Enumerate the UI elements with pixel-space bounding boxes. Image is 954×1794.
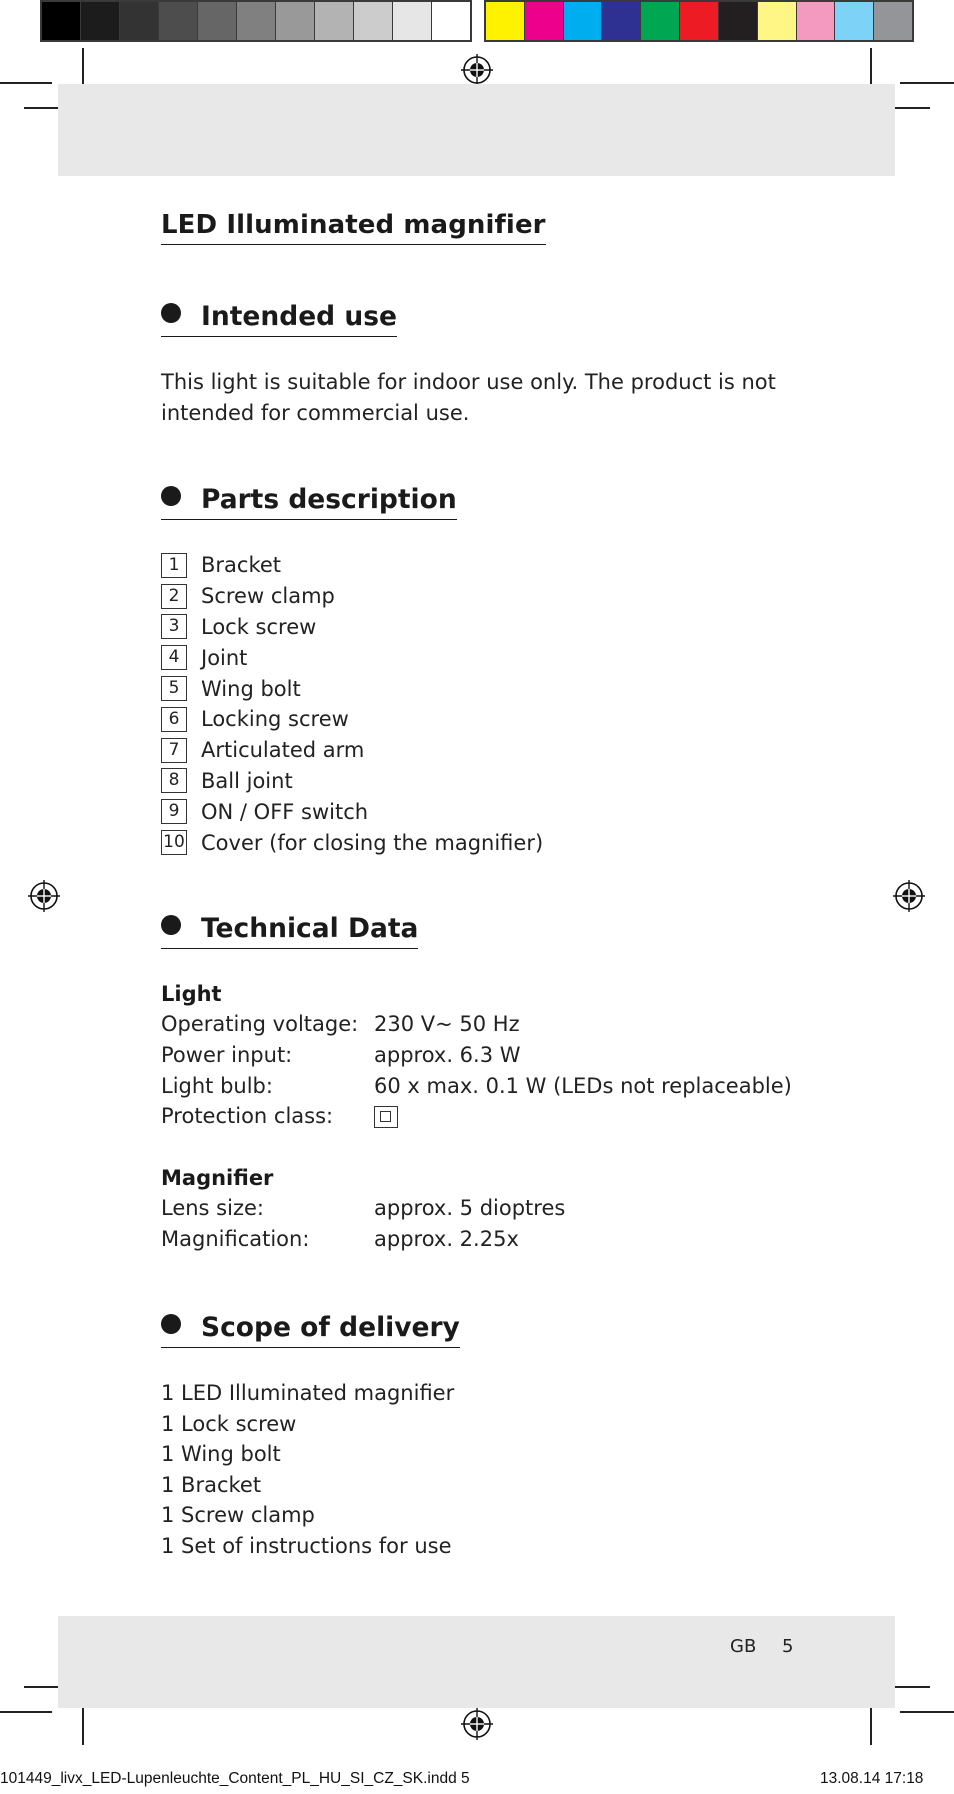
- part-label: Screw clamp: [201, 584, 335, 609]
- table-row: [161, 1101, 792, 1132]
- spec-value: approx. 5 dioptres: [374, 1196, 566, 1221]
- part-number: 9: [161, 799, 187, 824]
- registration-mark-icon: [461, 54, 493, 86]
- registration-mark-icon: [893, 880, 925, 912]
- section-heading-text: Technical Data: [201, 913, 419, 944]
- registration-mark-icon: [28, 880, 60, 912]
- color-swatch: [680, 2, 719, 40]
- color-swatch: [525, 2, 564, 40]
- slug-timestamp: 13.08.14 17:18: [820, 1770, 924, 1787]
- protection-class-ii-icon: [374, 1106, 398, 1128]
- light-subheading: Light: [161, 982, 222, 1006]
- spec-value: 230 V~ 50 Hz: [374, 1012, 520, 1037]
- crop-mark: [900, 1711, 954, 1713]
- section-heading-scope-of-delivery: [161, 1312, 460, 1348]
- part-number: 1: [161, 553, 187, 578]
- process-color-bar: [484, 0, 914, 42]
- spec-label: Magnification:: [161, 1227, 310, 1252]
- section-heading-text: Scope of delivery: [201, 1312, 460, 1343]
- spec-label: Light bulb:: [161, 1073, 273, 1098]
- color-swatch: [276, 2, 315, 40]
- footer-language: GB: [730, 1636, 757, 1657]
- spec-label: Power input:: [161, 1043, 293, 1068]
- crop-mark: [82, 1703, 84, 1745]
- part-label: Locking screw: [201, 707, 349, 732]
- registration-mark-icon: [461, 1708, 493, 1740]
- list-item: [161, 704, 543, 735]
- color-swatch: [486, 2, 525, 40]
- part-number: 10: [161, 830, 187, 855]
- spec-label: Protection class:: [161, 1104, 334, 1129]
- list-item: [161, 612, 543, 643]
- bullet-icon: [161, 303, 181, 323]
- color-swatch: [120, 2, 159, 40]
- magnifier-specs-table: [161, 1193, 565, 1254]
- color-swatch: [641, 2, 680, 40]
- section-heading-intended-use: [161, 301, 397, 337]
- spec-label: Operating voltage:: [161, 1012, 359, 1037]
- list-item: 1 LED Illuminated magnifier: [161, 1381, 455, 1405]
- bullet-icon: [161, 915, 181, 935]
- table-row: [161, 1070, 792, 1101]
- part-number: 7: [161, 738, 187, 763]
- bullet-icon: [161, 1314, 181, 1334]
- table-row: [161, 1224, 565, 1255]
- color-swatch: [393, 2, 432, 40]
- list-item: 1 Lock screw: [161, 1411, 297, 1436]
- color-swatch: [602, 2, 641, 40]
- spec-value: approx. 2.25x: [374, 1227, 519, 1252]
- list-item: [161, 581, 543, 612]
- crop-mark: [0, 1711, 52, 1713]
- color-swatch: [874, 2, 912, 40]
- color-swatch: [797, 2, 836, 40]
- header-band: [58, 84, 895, 176]
- color-swatch: [198, 2, 237, 40]
- color-swatch: [432, 2, 470, 40]
- light-specs-table: [161, 1009, 792, 1132]
- section-heading-parts: [161, 484, 457, 520]
- delivery-list: [161, 1378, 454, 1561]
- part-number: 4: [161, 645, 187, 670]
- table-row: [161, 1193, 565, 1224]
- bullet-icon: [161, 486, 181, 506]
- spec-value: approx. 6.3 W: [374, 1043, 521, 1068]
- slug-filename: 101449_livx_LED-Lupenleuchte_Content_PL_HU_SI_CZ_SK.indd 5: [0, 1770, 470, 1787]
- table-row: [161, 1009, 792, 1040]
- list-item: 1 Bracket: [161, 1472, 262, 1497]
- part-label: Ball joint: [201, 768, 293, 793]
- part-label: Wing bolt: [201, 676, 301, 701]
- color-swatch: [564, 2, 603, 40]
- color-swatch: [42, 2, 81, 40]
- footer-band: [58, 1616, 895, 1708]
- crop-mark: [870, 1703, 872, 1745]
- color-swatch: [315, 2, 354, 40]
- color-swatch: [159, 2, 198, 40]
- spec-value: 60 x max. 0.1 W (LEDs not replaceable): [374, 1073, 792, 1098]
- spec-label: Lens size:: [161, 1196, 264, 1221]
- section-heading-text: Intended use: [201, 301, 397, 332]
- part-label: Bracket: [201, 553, 282, 578]
- list-item: 1 Screw clamp: [161, 1503, 315, 1527]
- list-item: [161, 550, 543, 581]
- crop-mark: [900, 82, 954, 84]
- intended-use-text: This light is suitable for indoor use only. The product is not intended for commercial use.: [161, 370, 776, 425]
- document-title: LED Illuminated magnifier: [161, 210, 546, 245]
- magnifier-subheading: Magnifier: [161, 1166, 274, 1190]
- part-number: 3: [161, 614, 187, 639]
- grayscale-color-bar: [40, 0, 472, 42]
- color-swatch: [835, 2, 874, 40]
- list-item: [161, 766, 543, 797]
- section-heading-technical-data: [161, 913, 418, 949]
- list-item: [161, 796, 543, 827]
- crop-mark: [890, 1686, 930, 1688]
- part-label: Articulated arm: [201, 738, 365, 763]
- part-label: Joint: [201, 645, 248, 670]
- list-item: 1 Wing bolt: [161, 1442, 281, 1466]
- color-swatch: [719, 2, 758, 40]
- color-swatch: [81, 2, 120, 40]
- part-number: 2: [161, 584, 187, 609]
- parts-list: [161, 550, 543, 858]
- color-swatch: [758, 2, 797, 40]
- list-item: [161, 735, 543, 766]
- section-heading-text: Parts description: [201, 484, 457, 515]
- footer-page-number: 5: [782, 1636, 794, 1657]
- part-number: 5: [161, 676, 187, 701]
- part-label: ON / OFF switch: [201, 799, 369, 824]
- part-number: 8: [161, 768, 187, 793]
- list-item: 1 Set of instructions for use: [161, 1533, 452, 1558]
- crop-mark: [890, 107, 930, 109]
- part-number: 6: [161, 707, 187, 732]
- crop-mark: [0, 82, 52, 84]
- list-item: [161, 673, 543, 704]
- list-item: [161, 642, 543, 673]
- color-swatch: [237, 2, 276, 40]
- color-swatch: [354, 2, 393, 40]
- part-label: Cover (for closing the magnifier): [201, 830, 544, 855]
- list-item: [161, 827, 543, 858]
- part-label: Lock screw: [201, 614, 317, 639]
- table-row: [161, 1040, 792, 1071]
